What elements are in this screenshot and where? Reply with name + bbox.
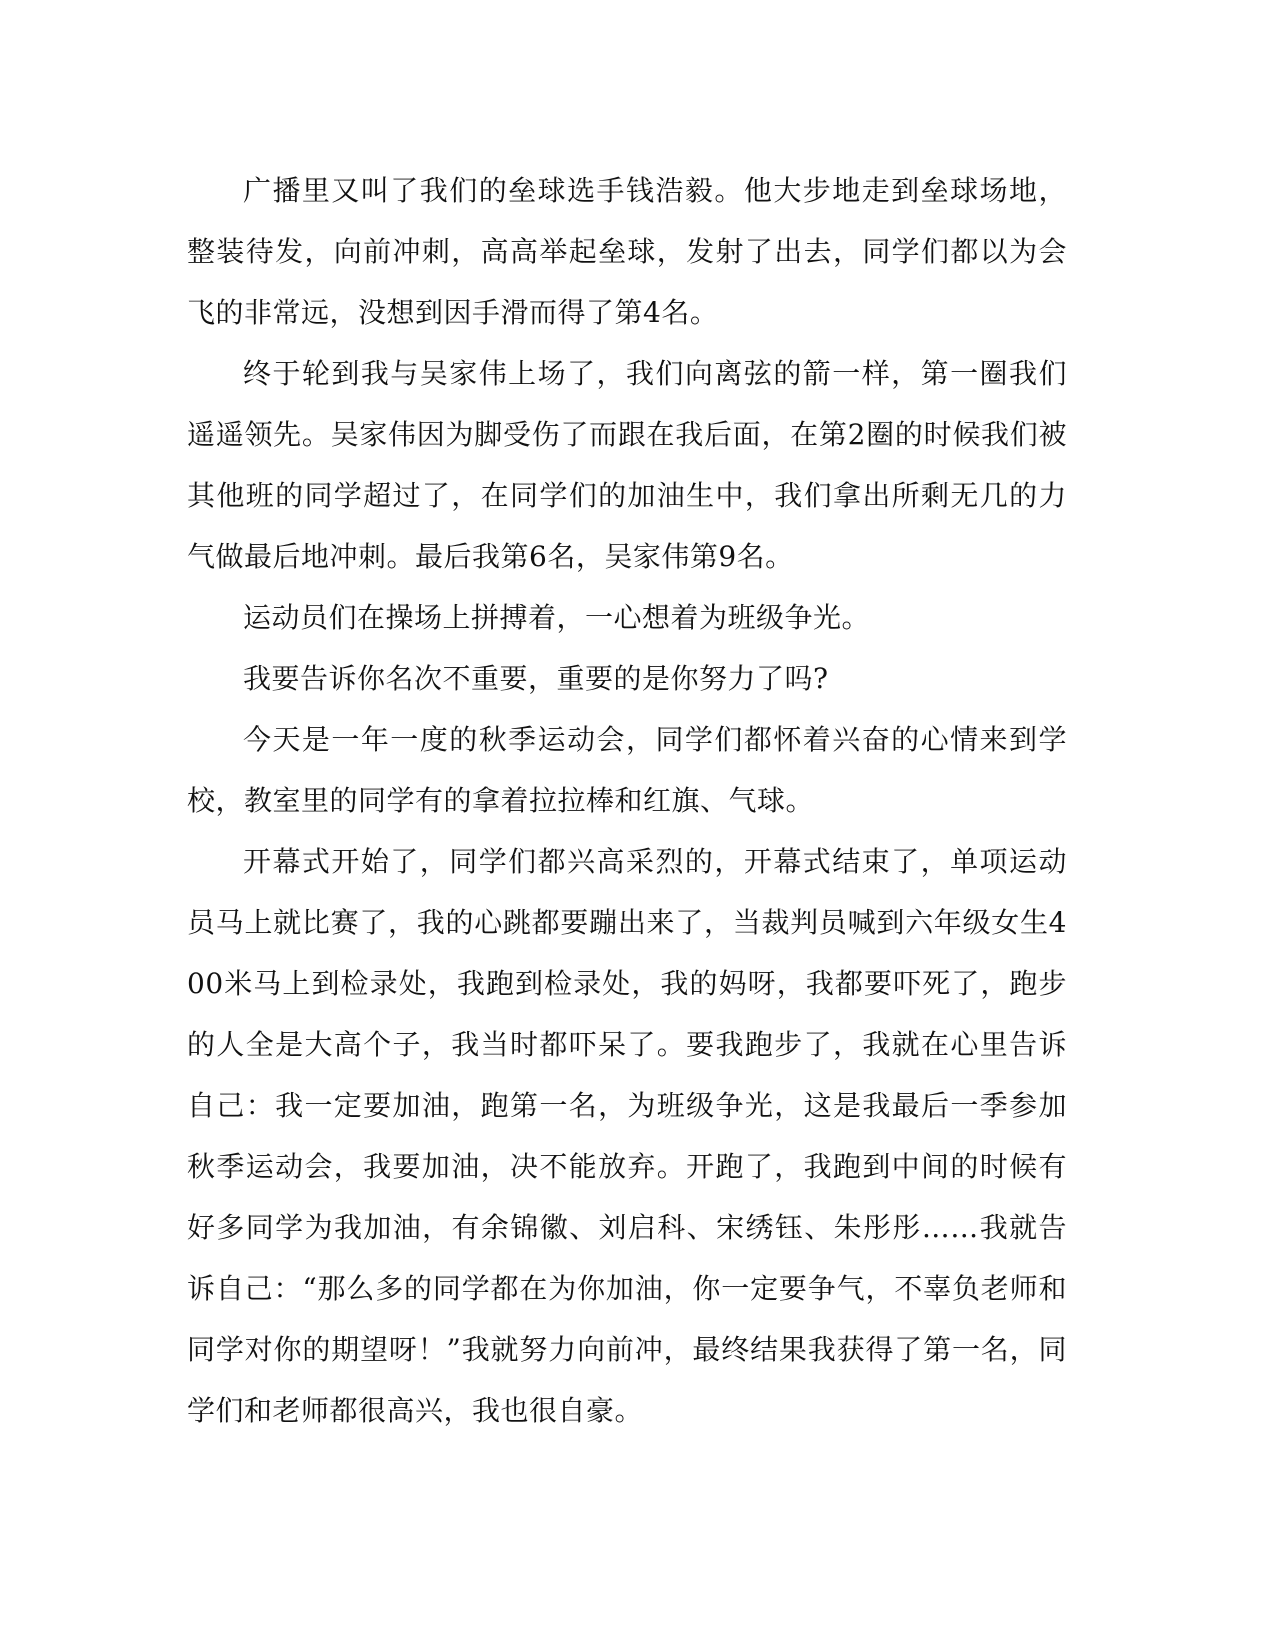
paragraph-400m-race: 开幕式开始了，同学们都兴高采烈的，开幕式结束了，单项运动员马上就比赛了，我的心跳都要蹦出来了，当裁判员喊到六年级女生400米马上到检录处，我跑到检录处，我的妈呀，我都要吓死了，跑步的人全是大高个子，我当时都吓呆了。要我跑步了，我就在心里告诉自己：我一定要加油，跑第一名，为班级争光，这是我最后一季参加秋季运动会，我要加油，决不能放弃。开跑了，我跑到中间的时候有好多同学为我加油，有余锦徽、刘启科、宋绣钰、朱彤彤……我就告诉自己：“那么多的同学都在为你加油，你一定要争气，不辜负老师和同学对你的期望呀！”我就努力向前冲，最终结果我获得了第一名，同学们和老师都很高兴，我也很自豪。 [187,845,1067,1427]
paragraph-relay-race: 终于轮到我与吴家伟上场了，我们向离弦的箭一样，第一圈我们遥遥领先。吴家伟因为脚受伤了而跟在我后面，在第2圈的时候我们被其他班的同学超过了，在同学们的加油生中，我们拿出所剩无几的力气做最后地冲刺。最后我第6名，吴家伟第9名。 [187,357,1067,573]
paragraph-athletes: 运动员们在操场上拼搏着，一心想着为班级争光。 [243,601,871,634]
paragraph-ranking-question: 我要告诉你名次不重要，重要的是你努力了吗? [243,662,829,695]
paragraph-softball: 广播里又叫了我们的垒球选手钱浩毅。他大步地走到垒球场地，整装待发，向前冲刺，高高举起垒球，发射了出去，同学们都以为会飞的非常远，没想到因手滑而得了第4名。 [187,174,1067,329]
document-body [187,160,1067,1441]
paragraph-sports-day: 今天是一年一度的秋季运动会，同学们都怀着兴奋的心情来到学校，教室里的同学有的拿着拉拉棒和红旗、气球。 [187,723,1067,817]
